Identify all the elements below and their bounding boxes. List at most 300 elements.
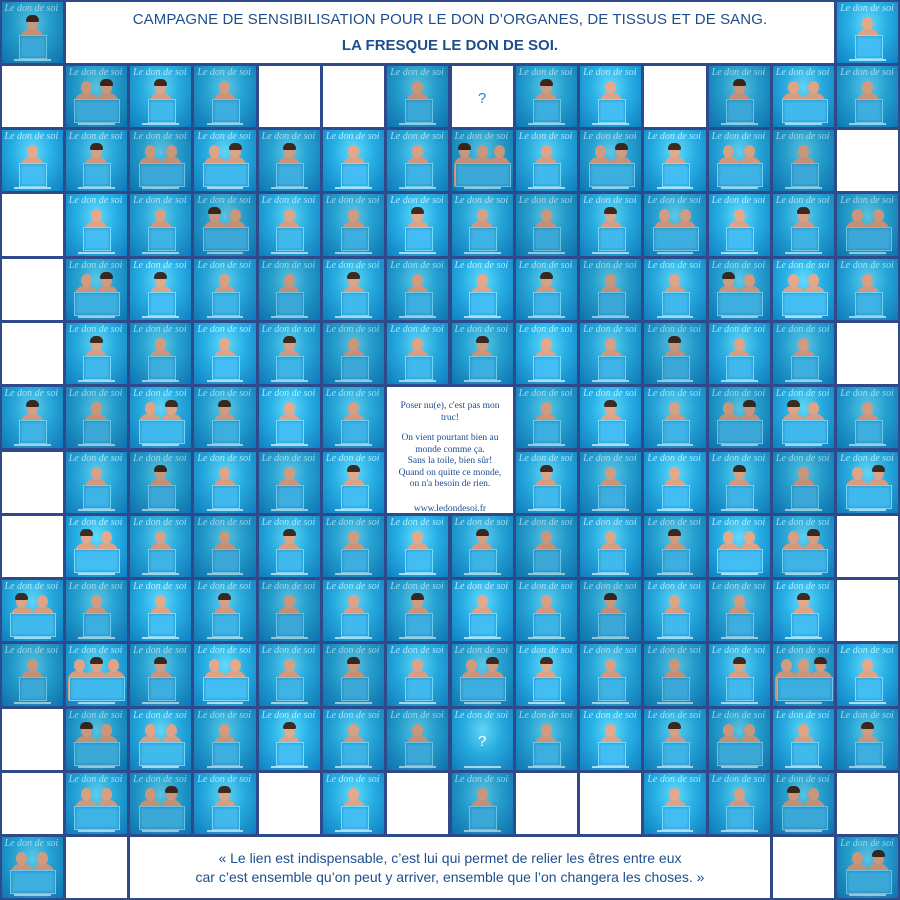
portrait-photo bbox=[2, 387, 63, 448]
photo-watermark: Le don de soi bbox=[647, 773, 701, 785]
name-caption bbox=[14, 637, 51, 639]
portrait-photo bbox=[194, 644, 255, 705]
portrait-figures bbox=[837, 66, 898, 127]
name-caption bbox=[528, 380, 565, 382]
name-caption bbox=[142, 573, 179, 575]
portrait-photo bbox=[194, 709, 255, 770]
name-caption bbox=[721, 444, 758, 446]
name-caption bbox=[528, 702, 565, 704]
portrait-photo bbox=[516, 580, 577, 641]
name-caption bbox=[657, 252, 694, 254]
portrait-figures bbox=[2, 837, 63, 898]
photo-watermark: Le don de soi bbox=[454, 581, 509, 593]
name-caption bbox=[785, 187, 822, 189]
name-caption bbox=[207, 509, 244, 511]
name-caption bbox=[592, 766, 629, 768]
photo-watermark: Le don de soi bbox=[197, 66, 251, 78]
portrait-figures bbox=[194, 130, 255, 191]
portrait-figures bbox=[644, 580, 705, 641]
portrait-figures bbox=[194, 194, 255, 255]
photo-watermark: Le don de soi bbox=[68, 773, 123, 785]
name-caption bbox=[657, 316, 694, 318]
portrait-photo bbox=[66, 580, 127, 641]
portrait-photo bbox=[387, 259, 448, 320]
name-caption bbox=[721, 380, 758, 382]
portrait-figures bbox=[66, 130, 127, 191]
name-caption bbox=[271, 316, 308, 318]
portrait-figures bbox=[644, 516, 705, 577]
portrait-figures bbox=[516, 323, 577, 384]
portrait-figures bbox=[130, 644, 191, 705]
portrait-figures bbox=[580, 516, 641, 577]
portrait-figures bbox=[580, 130, 641, 191]
portrait-photo bbox=[516, 66, 577, 127]
name-caption bbox=[142, 380, 179, 382]
photo-watermark: Le don de soi bbox=[647, 323, 701, 335]
portrait-photo bbox=[516, 452, 577, 513]
photo-watermark: Le don de soi bbox=[68, 581, 123, 593]
photo-watermark: Le don de soi bbox=[647, 452, 701, 464]
name-caption bbox=[849, 252, 886, 254]
name-caption bbox=[657, 637, 694, 639]
photo-watermark: Le don de soi bbox=[4, 645, 59, 657]
portrait-photo bbox=[709, 452, 770, 513]
portrait-figures bbox=[837, 259, 898, 320]
portrait-figures bbox=[66, 516, 127, 577]
name-caption bbox=[207, 573, 244, 575]
photo-watermark: Le don de soi bbox=[840, 452, 894, 464]
portrait-figures bbox=[709, 130, 770, 191]
portrait-figures bbox=[387, 66, 448, 127]
name-caption bbox=[721, 830, 758, 832]
name-caption bbox=[849, 316, 886, 318]
portrait-figures bbox=[387, 644, 448, 705]
portrait-figures bbox=[66, 773, 127, 834]
portrait-figures bbox=[709, 194, 770, 255]
photo-watermark: Le don de soi bbox=[647, 709, 701, 721]
photo-watermark: Le don de soi bbox=[840, 838, 894, 850]
name-caption bbox=[271, 702, 308, 704]
photo-watermark: Le don de soi bbox=[68, 195, 123, 207]
portrait-figures bbox=[323, 452, 384, 513]
portrait-figures bbox=[644, 259, 705, 320]
photo-watermark: Le don de soi bbox=[133, 452, 187, 464]
campaign-header bbox=[66, 2, 834, 63]
portrait-photo bbox=[580, 644, 641, 705]
photo-watermark: Le don de soi bbox=[325, 388, 380, 400]
center-message-box bbox=[387, 387, 513, 513]
portrait-photo bbox=[709, 516, 770, 577]
portrait-photo bbox=[644, 194, 705, 255]
portrait-figures bbox=[644, 130, 705, 191]
portrait-photo bbox=[452, 773, 513, 834]
portrait-photo bbox=[709, 580, 770, 641]
portrait-photo bbox=[580, 452, 641, 513]
portrait-figures bbox=[259, 130, 320, 191]
portrait-photo bbox=[130, 66, 191, 127]
name-caption bbox=[849, 766, 886, 768]
portrait-photo bbox=[194, 130, 255, 191]
name-caption bbox=[78, 187, 115, 189]
portrait-photo bbox=[130, 644, 191, 705]
portrait-photo bbox=[773, 516, 834, 577]
photo-watermark: Le don de soi bbox=[454, 131, 509, 143]
name-caption bbox=[78, 637, 115, 639]
name-caption bbox=[464, 380, 501, 382]
photo-watermark: Le don de soi bbox=[647, 195, 701, 207]
name-caption bbox=[335, 316, 372, 318]
photo-watermark: Le don de soi bbox=[68, 66, 123, 78]
photo-watermark: Le don de soi bbox=[261, 131, 316, 143]
portrait-figures bbox=[130, 709, 191, 770]
portrait-photo bbox=[194, 66, 255, 127]
photo-watermark: Le don de soi bbox=[390, 645, 444, 657]
portrait-figures bbox=[580, 387, 641, 448]
portrait-figures bbox=[66, 259, 127, 320]
portrait-figures bbox=[194, 387, 255, 448]
portrait-figures bbox=[387, 709, 448, 770]
name-caption bbox=[271, 444, 308, 446]
portrait-figures bbox=[66, 452, 127, 513]
name-caption bbox=[592, 252, 629, 254]
name-caption bbox=[785, 444, 822, 446]
portrait-figures bbox=[837, 2, 898, 63]
name-caption bbox=[14, 894, 51, 896]
name-caption bbox=[464, 252, 501, 254]
photo-watermark: Le don de soi bbox=[711, 709, 766, 721]
portrait-photo bbox=[130, 709, 191, 770]
photo-watermark: Le don de soi bbox=[840, 709, 894, 721]
photo-watermark: Le don de soi bbox=[325, 709, 380, 721]
portrait-figures bbox=[194, 452, 255, 513]
photo-watermark: Le don de soi bbox=[261, 516, 316, 528]
portrait-figures bbox=[644, 387, 705, 448]
photo-watermark: Le don de soi bbox=[68, 645, 123, 657]
portrait-photo bbox=[452, 259, 513, 320]
portrait-figures bbox=[323, 194, 384, 255]
portrait-photo bbox=[259, 709, 320, 770]
portrait-figures bbox=[259, 452, 320, 513]
portrait-photo bbox=[194, 194, 255, 255]
portrait-figures bbox=[130, 580, 191, 641]
photo-watermark: Le don de soi bbox=[583, 516, 637, 528]
photo-watermark: Le don de soi bbox=[518, 66, 573, 78]
portrait-figures bbox=[66, 194, 127, 255]
portrait-photo bbox=[194, 387, 255, 448]
photo-watermark: Le don de soi bbox=[518, 516, 573, 528]
photo-watermark: Le don de soi bbox=[775, 66, 830, 78]
photo-watermark: Le don de soi bbox=[840, 195, 894, 207]
portrait-photo bbox=[387, 709, 448, 770]
name-caption bbox=[849, 702, 886, 704]
portrait-figures bbox=[66, 580, 127, 641]
portrait-figures bbox=[580, 644, 641, 705]
name-caption bbox=[528, 766, 565, 768]
photo-watermark: Le don de soi bbox=[133, 645, 187, 657]
portrait-photo bbox=[580, 387, 641, 448]
portrait-photo bbox=[709, 66, 770, 127]
portrait-figures bbox=[516, 259, 577, 320]
photo-watermark: Le don de soi bbox=[775, 581, 830, 593]
photo-watermark: Le don de soi bbox=[197, 131, 251, 143]
name-caption bbox=[657, 187, 694, 189]
portrait-figures bbox=[516, 66, 577, 127]
center-message-title: Poser nu(e), c'est pas mon truc! bbox=[400, 401, 500, 423]
portrait-photo bbox=[387, 66, 448, 127]
portrait-figures bbox=[194, 259, 255, 320]
name-caption bbox=[14, 187, 51, 189]
name-caption bbox=[271, 637, 308, 639]
center-message-line: Quand on quitte ce monde, bbox=[398, 467, 502, 478]
portrait-photo bbox=[194, 516, 255, 577]
photo-watermark: Le don de soi bbox=[711, 259, 766, 271]
portrait-figures bbox=[773, 644, 834, 705]
portrait-figures bbox=[259, 709, 320, 770]
photo-watermark: Le don de soi bbox=[390, 709, 444, 721]
portrait-figures bbox=[709, 709, 770, 770]
portrait-figures bbox=[452, 644, 513, 705]
name-caption bbox=[721, 573, 758, 575]
empty-tile bbox=[2, 194, 63, 255]
name-caption bbox=[657, 573, 694, 575]
photo-watermark: Le don de soi bbox=[325, 581, 380, 593]
photo-watermark: Le don de soi bbox=[390, 195, 444, 207]
portrait-figures bbox=[516, 709, 577, 770]
portrait-photo bbox=[773, 387, 834, 448]
name-caption bbox=[849, 894, 886, 896]
portrait-figures bbox=[259, 580, 320, 641]
portrait-figures bbox=[452, 516, 513, 577]
photo-watermark: Le don de soi bbox=[4, 2, 59, 14]
name-caption bbox=[657, 380, 694, 382]
portrait-photo bbox=[709, 644, 770, 705]
portrait-figures bbox=[2, 644, 63, 705]
photo-watermark: Le don de soi bbox=[840, 2, 894, 14]
photo-watermark: Le don de soi bbox=[775, 709, 830, 721]
portrait-photo bbox=[452, 644, 513, 705]
name-caption bbox=[78, 444, 115, 446]
portrait-figures bbox=[130, 194, 191, 255]
portrait-figures bbox=[130, 130, 191, 191]
portrait-photo bbox=[773, 644, 834, 705]
portrait-figures bbox=[130, 323, 191, 384]
name-caption bbox=[399, 380, 436, 382]
name-caption bbox=[399, 316, 436, 318]
name-caption bbox=[849, 123, 886, 125]
name-caption bbox=[78, 509, 115, 511]
portrait-figures bbox=[323, 387, 384, 448]
portrait-photo bbox=[644, 387, 705, 448]
name-caption bbox=[335, 509, 372, 511]
photo-watermark: Le don de soi bbox=[390, 259, 444, 271]
photo-watermark: Le don de soi bbox=[133, 66, 187, 78]
name-caption bbox=[528, 252, 565, 254]
name-caption bbox=[785, 252, 822, 254]
portrait-figures bbox=[516, 194, 577, 255]
portrait-figures bbox=[2, 387, 63, 448]
portrait-photo bbox=[2, 2, 63, 63]
portrait-photo bbox=[837, 644, 898, 705]
portrait-figures bbox=[452, 194, 513, 255]
name-caption bbox=[78, 252, 115, 254]
portrait-figures bbox=[323, 580, 384, 641]
photo-watermark: Le don de soi bbox=[454, 645, 509, 657]
photo-watermark: Le don de soi bbox=[133, 581, 187, 593]
center-message-url: www.ledondesoi.fr bbox=[413, 503, 487, 513]
center-message-line: Sans la toile, bien sûr! bbox=[407, 456, 493, 467]
portrait-photo bbox=[323, 580, 384, 641]
portrait-figures bbox=[580, 452, 641, 513]
name-caption bbox=[528, 509, 565, 511]
photo-watermark: Le don de soi bbox=[197, 388, 251, 400]
portrait-photo bbox=[66, 130, 127, 191]
portrait-figures bbox=[130, 452, 191, 513]
photo-watermark: Le don de soi bbox=[711, 388, 766, 400]
portrait-photo bbox=[580, 516, 641, 577]
photo-watermark: Le don de soi bbox=[454, 323, 509, 335]
portrait-photo bbox=[452, 323, 513, 384]
portrait-photo bbox=[194, 452, 255, 513]
name-caption bbox=[464, 702, 501, 704]
portrait-photo bbox=[837, 66, 898, 127]
photo-watermark: Le don de soi bbox=[454, 195, 509, 207]
photo-watermark: Le don de soi bbox=[68, 323, 123, 335]
portrait-figures bbox=[516, 516, 577, 577]
portrait-figures bbox=[644, 644, 705, 705]
portrait-photo bbox=[130, 323, 191, 384]
name-caption bbox=[142, 509, 179, 511]
name-caption bbox=[721, 316, 758, 318]
photo-watermark: Le don de soi bbox=[840, 259, 894, 271]
name-caption bbox=[721, 123, 758, 125]
name-caption bbox=[592, 509, 629, 511]
photo-watermark: Le don de soi bbox=[4, 388, 59, 400]
photo-watermark: Le don de soi bbox=[647, 516, 701, 528]
name-caption bbox=[592, 444, 629, 446]
center-message-line: on n'a besoin de rien. bbox=[409, 479, 491, 490]
portrait-photo bbox=[644, 773, 705, 834]
portrait-photo bbox=[709, 323, 770, 384]
portrait-photo bbox=[323, 130, 384, 191]
portrait-photo bbox=[259, 387, 320, 448]
photo-watermark: Le don de soi bbox=[711, 131, 766, 143]
portrait-photo bbox=[259, 323, 320, 384]
name-caption bbox=[464, 316, 501, 318]
portrait-photo bbox=[644, 130, 705, 191]
portrait-photo bbox=[516, 323, 577, 384]
name-caption bbox=[721, 766, 758, 768]
name-caption bbox=[721, 509, 758, 511]
quote-line: « Le lien est indispensable, c’est lui qui permet de relier les êtres entre eux bbox=[218, 849, 682, 866]
empty-tile bbox=[644, 66, 705, 127]
portrait-figures bbox=[516, 130, 577, 191]
portrait-figures bbox=[387, 194, 448, 255]
empty-tile bbox=[580, 773, 641, 834]
portrait-figures bbox=[709, 773, 770, 834]
name-caption bbox=[785, 316, 822, 318]
portrait-figures bbox=[323, 644, 384, 705]
photo-watermark: Le don de soi bbox=[325, 195, 380, 207]
photo-watermark: Le don de soi bbox=[583, 195, 637, 207]
name-caption bbox=[335, 380, 372, 382]
name-caption bbox=[721, 637, 758, 639]
portrait-photo bbox=[452, 516, 513, 577]
photo-watermark: Le don de soi bbox=[711, 516, 766, 528]
portrait-figures bbox=[837, 194, 898, 255]
portrait-photo bbox=[259, 580, 320, 641]
name-caption bbox=[142, 702, 179, 704]
portrait-photo bbox=[194, 259, 255, 320]
photo-watermark: Le don de soi bbox=[325, 131, 380, 143]
photo-watermark: Le don de soi bbox=[261, 388, 316, 400]
portrait-figures bbox=[644, 709, 705, 770]
photo-watermark: Le don de soi bbox=[647, 259, 701, 271]
empty-tile bbox=[837, 580, 898, 641]
name-caption bbox=[849, 59, 886, 61]
portrait-figures bbox=[130, 259, 191, 320]
portrait-photo bbox=[194, 323, 255, 384]
empty-tile bbox=[773, 837, 834, 898]
empty-tile bbox=[837, 130, 898, 191]
portrait-photo bbox=[66, 323, 127, 384]
photo-watermark: Le don de soi bbox=[583, 452, 637, 464]
portrait-photo bbox=[130, 580, 191, 641]
photo-watermark: Le don de soi bbox=[133, 131, 187, 143]
name-caption bbox=[207, 252, 244, 254]
name-caption bbox=[142, 123, 179, 125]
portrait-figures bbox=[323, 130, 384, 191]
empty-tile bbox=[2, 66, 63, 127]
name-caption bbox=[849, 444, 886, 446]
portrait-photo bbox=[387, 130, 448, 191]
empty-tile bbox=[2, 259, 63, 320]
portrait-photo bbox=[837, 2, 898, 63]
portrait-photo bbox=[773, 580, 834, 641]
photo-watermark: Le don de soi bbox=[840, 388, 894, 400]
photo-watermark: Le don de soi bbox=[775, 259, 830, 271]
photo-watermark: Le don de soi bbox=[325, 323, 380, 335]
portrait-figures bbox=[387, 516, 448, 577]
name-caption bbox=[592, 123, 629, 125]
photo-watermark: Le don de soi bbox=[261, 581, 316, 593]
name-caption bbox=[335, 830, 372, 832]
photo-watermark: Le don de soi bbox=[711, 645, 766, 657]
name-caption bbox=[399, 637, 436, 639]
portrait-photo bbox=[773, 452, 834, 513]
name-caption bbox=[464, 637, 501, 639]
photo-watermark: Le don de soi bbox=[711, 452, 766, 464]
portrait-photo bbox=[130, 387, 191, 448]
name-caption bbox=[142, 187, 179, 189]
quote-line: car c’est ensemble qu’on peut y arriver, ensemble que l’on changera les choses. » bbox=[195, 868, 705, 885]
portrait-figures bbox=[773, 580, 834, 641]
photo-watermark: Le don de soi bbox=[68, 516, 123, 528]
portrait-figures bbox=[387, 323, 448, 384]
name-caption bbox=[335, 702, 372, 704]
photo-watermark: Le don de soi bbox=[325, 645, 380, 657]
portrait-photo bbox=[387, 516, 448, 577]
photo-watermark: Le don de soi bbox=[518, 259, 573, 271]
name-caption bbox=[78, 316, 115, 318]
name-caption bbox=[528, 123, 565, 125]
photo-watermark: Le don de soi bbox=[518, 645, 573, 657]
photo-watermark: Le don de soi bbox=[325, 452, 380, 464]
photo-watermark: Le don de soi bbox=[583, 709, 637, 721]
campaign-quote bbox=[130, 837, 770, 898]
portrait-photo bbox=[259, 516, 320, 577]
portrait-figures bbox=[323, 773, 384, 834]
portrait-figures bbox=[259, 259, 320, 320]
